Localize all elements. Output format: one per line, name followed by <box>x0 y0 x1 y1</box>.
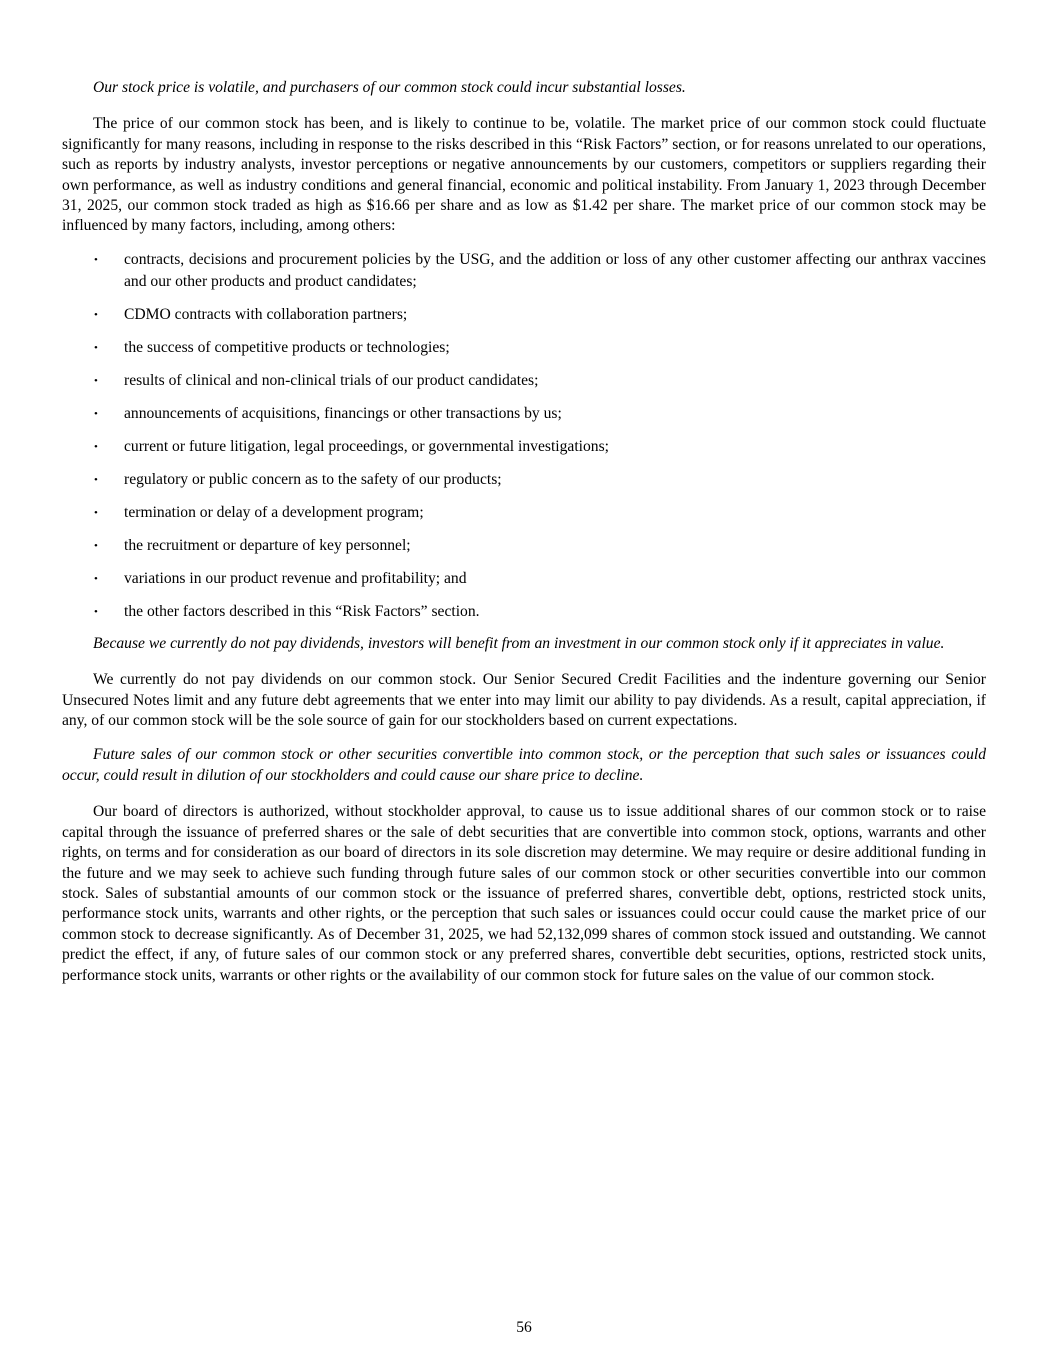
page-number: 56 <box>516 1319 532 1336</box>
list-item: • CDMO contracts with collaboration partners; <box>62 304 986 326</box>
section-heading-dividends: Because we currently do not pay dividends, investors will benefit from an investment in our common stock only if it appreciates in value. <box>93 634 945 652</box>
list-item: • the other factors described in this “Risk Factors” section. <box>62 601 986 623</box>
bullet-icon: • <box>94 572 98 585</box>
bullet-icon: • <box>94 473 98 486</box>
list-item: • announcements of acquisitions, financings or other transactions by us; <box>62 403 986 425</box>
bullet-icon: • <box>94 407 98 420</box>
section-heading-stock-volatility: Our stock price is volatile, and purchasers of our common stock could incur substantial losses. <box>93 79 686 96</box>
risk-factor-list <box>62 249 986 623</box>
list-item: • the recruitment or departure of key personnel; <box>62 535 986 557</box>
bullet-icon: • <box>94 253 98 266</box>
paragraph-stock-volatility: The price of our common stock has been, and is likely to continue to be, volatile. The market price of our common stock could fluctuate significantly for many reasons, including in response to the risks described in this “Risk Factors” section, or for reasons unrelated to our operations, such as reports by industry analysts, investor perceptions or negative announcements by our customers, competitors or suppliers regarding their own performance, as well as industry conditions and general financial, economic and political instability. From January 1, 2023 through December 31, 2025, our common stock traded as high as $16.66 per share and as low as $1.42 per share. The market price of our common stock may be influenced by many factors, including, among others: <box>62 115 986 235</box>
bullet-icon: • <box>94 308 98 321</box>
bullet-icon: • <box>94 440 98 453</box>
document-body <box>62 78 986 986</box>
list-item: • termination or delay of a development program; <box>62 502 986 524</box>
section-heading-future-sales: Future sales of our common stock or other securities convertible into common stock, or the perception that such sales or issuances could occur, could result in dilution of our stockholders and could cause our share price to decline. <box>62 746 986 784</box>
list-item: • regulatory or public concern as to the safety of our products; <box>62 469 986 491</box>
list-item: • variations in our product revenue and profitability; and <box>62 568 986 590</box>
list-item: • results of clinical and non-clinical trials of our product candidates; <box>62 370 986 392</box>
paragraph-future-sales: Our board of directors is authorized, without stockholder approval, to cause us to issue additional shares of our common stock or to raise capital through the issuance of preferred shares or the sale of debt securities that are convertible into common stock, options, warrants and other rights, on terms and for consideration as our board of directors in its sole discretion may determine. We may require or desire additional funding in the future and we may seek to achieve such funding through future sales of our common stock or other securities convertible into our common stock. Sales of substantial amounts of our common stock or the issuance of preferred shares, convertible debt, options, restricted stock units, performance stock units, warrants and other rights, or the perception that such sales or issuances could occur could cause the market price of our common stock to decrease significantly. As of December 31, 2025, we had 52,132,099 shares of common stock issued and outstanding. We cannot predict the effect, if any, of future sales of our common stock or any preferred shares, convertible debt securities, options, restricted stock units, performance stock units, warrants or other rights or the availability of our common stock for future sales on the value of our common stock. <box>62 803 986 984</box>
paragraph-dividends: We currently do not pay dividends on our common stock. Our Senior Secured Credit Facilities and the indenture governing our Senior Unsecured Notes limit and any future debt agreements that we enter into may limit our ability to pay dividends. As a result, capital appreciation, if any, of our common stock will be the sole source of gain for our stockholders based on current expectations. <box>62 671 986 730</box>
bullet-icon: • <box>94 539 98 552</box>
bullet-icon: • <box>94 341 98 354</box>
bullet-icon: • <box>94 374 98 387</box>
bullet-icon: • <box>94 506 98 519</box>
list-item: • the success of competitive products or technologies; <box>62 337 986 359</box>
bullet-icon: • <box>94 605 98 618</box>
list-item: • contracts, decisions and procurement policies by the USG, and the addition or loss of any other customer affecting our anthrax vaccines and our other products and product candidates; <box>94 250 986 290</box>
list-item: • current or future litigation, legal proceedings, or governmental investigations; <box>62 436 986 458</box>
